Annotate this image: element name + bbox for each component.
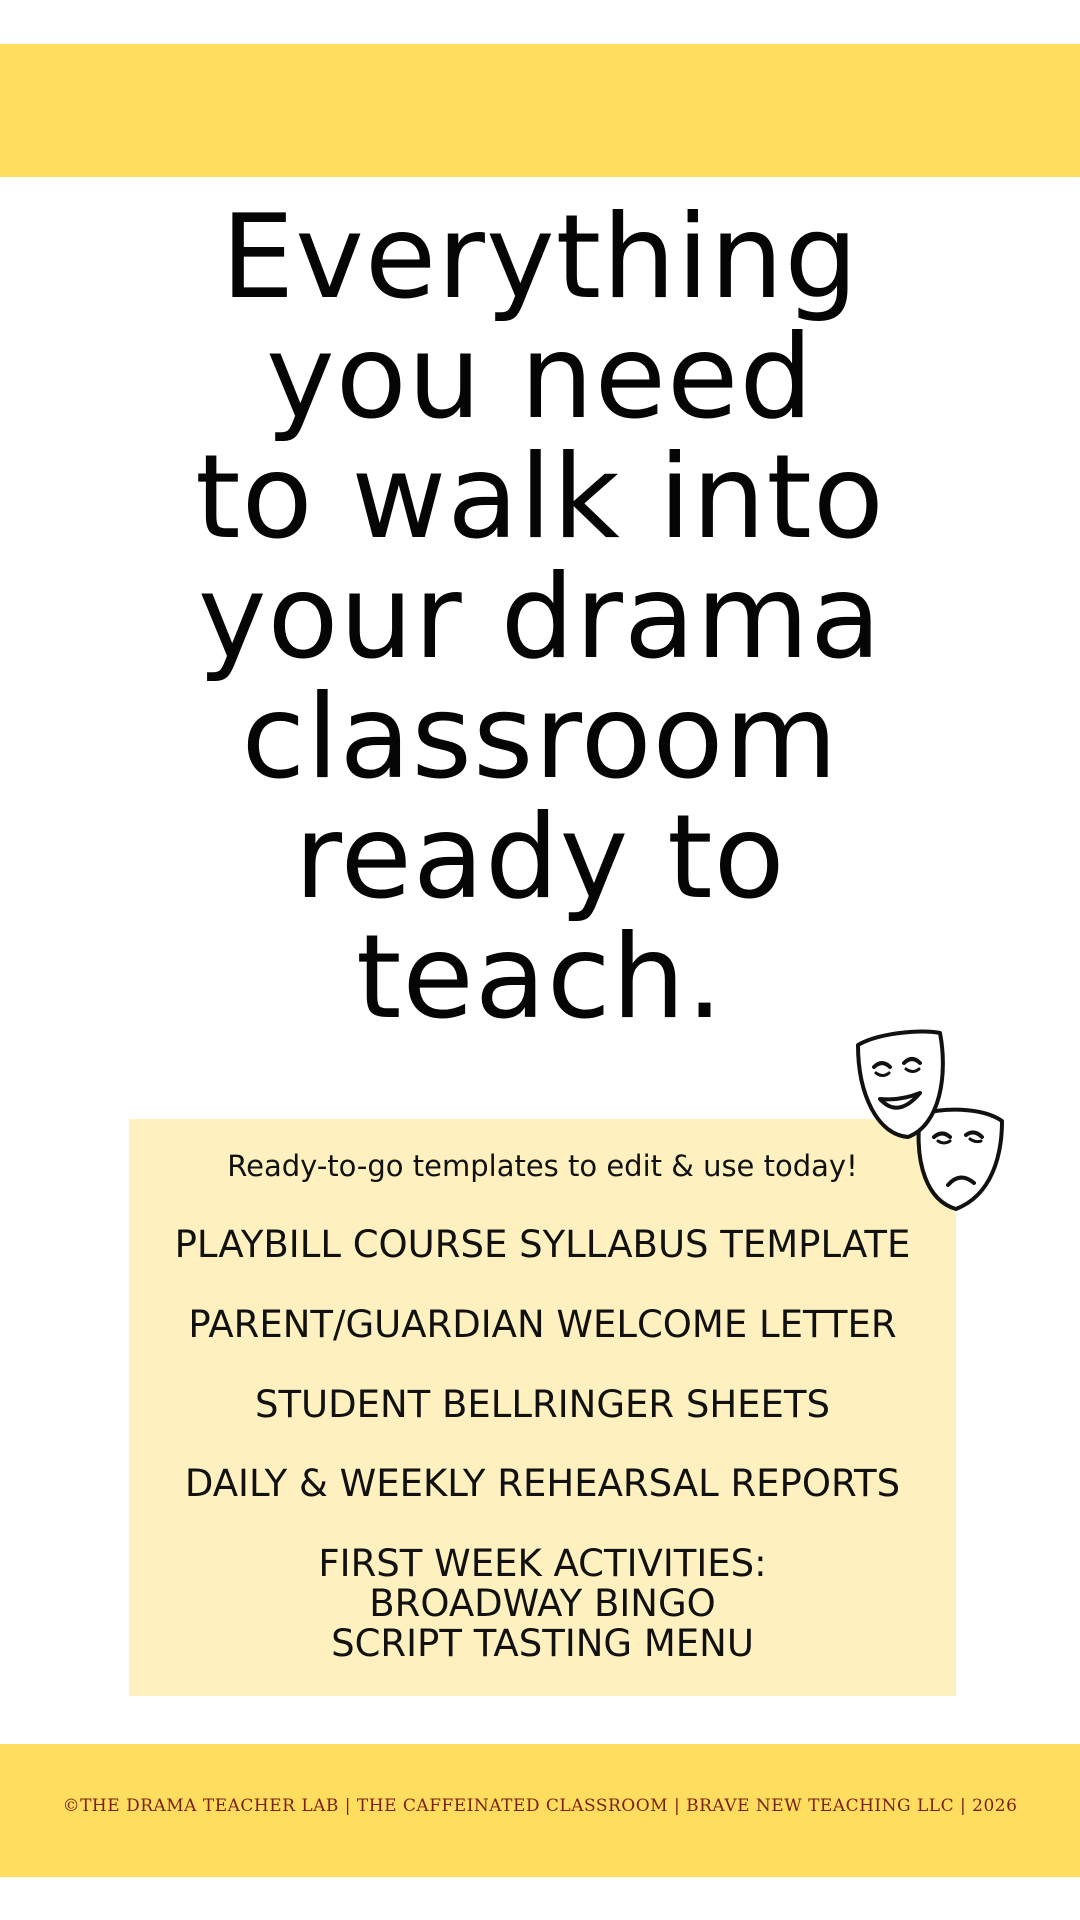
headline-line: to walk into [195,430,885,565]
bottom-yellow-band [0,1744,1080,1877]
headline-line: classroom [241,670,839,805]
headline-line: ready to [294,790,786,925]
headline-line: your drama [197,550,883,685]
list-item: PLAYBILL COURSE SYLLABUS TEMPLATE [174,1223,911,1266]
footer-copyright: ©THE DRAMA TEACHER LAB | THE CAFFEINATED CLASSROOM | BRAVE NEW TEACHING LLC | 2026 [62,1796,1018,1816]
list-item: STUDENT BELLRINGER SHEETS [254,1383,831,1426]
headline-line: you need [266,310,814,445]
happy-mask-icon [858,1032,943,1138]
top-yellow-band [0,44,1080,177]
headline-line: teach. [355,910,725,1045]
theater-masks-icon [852,1025,1012,1215]
headline-line: Everything [220,190,860,325]
headline [0,190,1080,1045]
panel-intro: Ready-to-go templates to edit & use today! [227,1149,858,1183]
sad-mask-icon [919,1110,1002,1209]
list-item: DAILY & WEEKLY REHEARSAL REPORTS [184,1462,901,1505]
first-week-heading: FIRST WEEK ACTIVITIES: [318,1542,767,1585]
templates-panel [129,1119,956,1696]
first-week-activities [129,1544,956,1664]
activity-item: BROADWAY BINGO [369,1582,716,1625]
list-item: PARENT/GUARDIAN WELCOME LETTER [188,1303,897,1346]
activity-item: SCRIPT TASTING MENU [331,1622,754,1665]
